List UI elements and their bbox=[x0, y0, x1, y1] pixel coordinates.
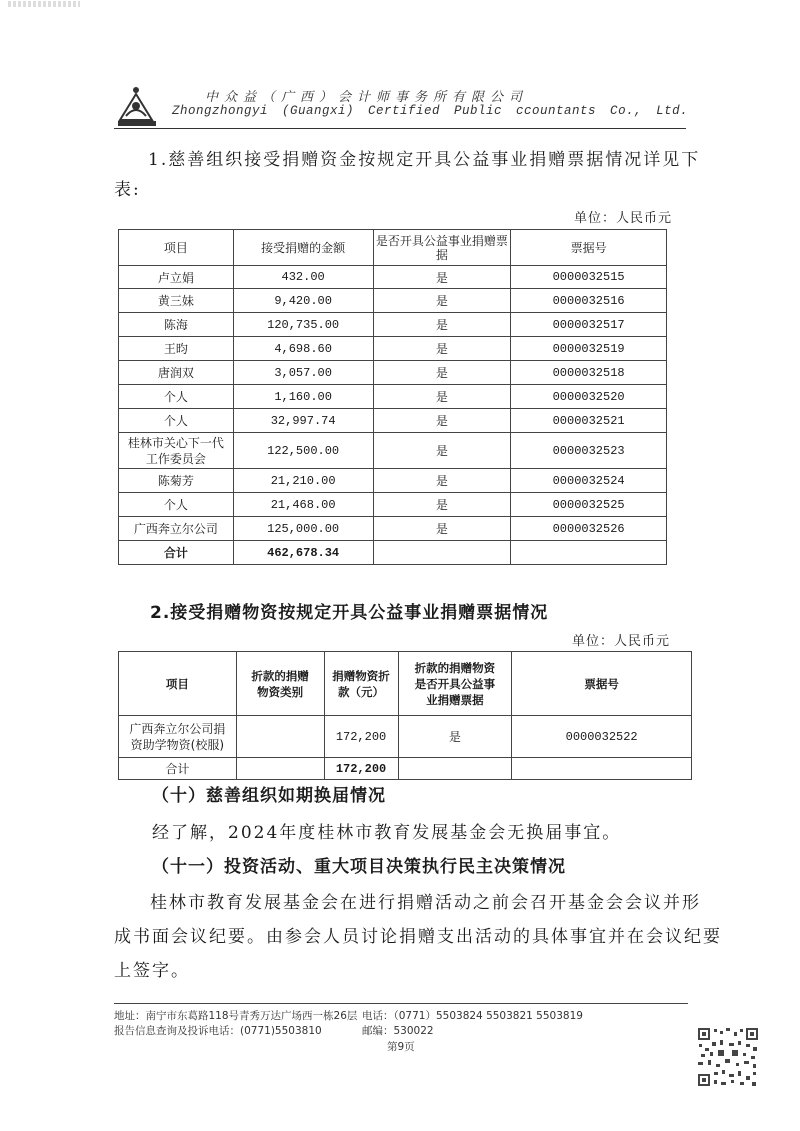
table-row bbox=[119, 493, 667, 517]
row-item: 个人 bbox=[119, 409, 234, 433]
row-amount: 172,200 bbox=[324, 716, 398, 758]
row-receipt: 是 bbox=[373, 313, 511, 337]
table-row bbox=[119, 409, 667, 433]
table-row bbox=[119, 289, 667, 313]
table-row bbox=[119, 433, 667, 469]
row-receipt: 是 bbox=[373, 289, 511, 313]
total-empty bbox=[511, 541, 667, 565]
row-receipt: 是 bbox=[373, 361, 511, 385]
header-number: 票据号 bbox=[512, 652, 692, 716]
row-number: 0000032516 bbox=[511, 289, 667, 313]
row-receipt: 是 bbox=[373, 266, 511, 289]
table-row bbox=[119, 517, 667, 541]
section2-heading: 2.接受捐赠物资按规定开具公益事业捐赠票据情况 bbox=[150, 603, 549, 623]
header-item: 项目 bbox=[119, 230, 234, 266]
row-amount: 125,000.00 bbox=[233, 517, 373, 541]
row-item: 个人 bbox=[119, 385, 234, 409]
row-number: 0000032519 bbox=[511, 337, 667, 361]
table-row bbox=[119, 385, 667, 409]
section2-unit-label: 单位：人民币元 bbox=[572, 634, 671, 649]
total-empty bbox=[512, 758, 692, 780]
cash-donations-table bbox=[118, 229, 667, 565]
total-empty bbox=[398, 758, 512, 780]
row-number: 0000032520 bbox=[511, 385, 667, 409]
row-receipt: 是 bbox=[373, 337, 511, 361]
row-amount: 3,057.00 bbox=[233, 361, 373, 385]
page-number: 第9页 bbox=[387, 1041, 415, 1053]
section1-unit-label: 单位：人民币元 bbox=[574, 211, 673, 226]
header-receipt: 是否开具公益事业捐赠票据 bbox=[373, 230, 511, 266]
row-number: 0000032518 bbox=[511, 361, 667, 385]
table-total-row bbox=[119, 758, 692, 780]
total-label: 合计 bbox=[119, 758, 237, 780]
row-item: 陈菊芳 bbox=[119, 469, 234, 493]
company-name-cn: 中众益（广西）会计师事务所有限公司 bbox=[205, 90, 529, 105]
row-number: 0000032521 bbox=[511, 409, 667, 433]
row-number: 0000032517 bbox=[511, 313, 667, 337]
header-receipt: 折款的捐赠物资是否开具公益事业捐赠票据 bbox=[398, 652, 512, 716]
section10-heading: （十）慈善组织如期换届情况 bbox=[152, 786, 386, 806]
total-empty bbox=[236, 758, 324, 780]
company-name-en: Zhongzhongyi (Guangxi) Certified Public ccountants Co., Ltd. bbox=[172, 104, 689, 118]
section11-line3: 上签字。 bbox=[114, 961, 190, 981]
row-item: 个人 bbox=[119, 493, 234, 517]
row-amount: 21,210.00 bbox=[233, 469, 373, 493]
total-empty bbox=[373, 541, 511, 565]
section11-heading: （十一）投资活动、重大项目决策执行民主决策情况 bbox=[152, 857, 566, 877]
row-number: 0000032522 bbox=[512, 716, 692, 758]
table-total-row bbox=[119, 541, 667, 565]
row-amount: 120,735.00 bbox=[233, 313, 373, 337]
table-row bbox=[119, 266, 667, 289]
row-receipt: 是 bbox=[373, 517, 511, 541]
table-row bbox=[119, 716, 692, 758]
header-amount: 捐赠物资折款（元） bbox=[324, 652, 398, 716]
section1-intro-line2: 表: bbox=[114, 180, 141, 200]
table-row bbox=[119, 361, 667, 385]
footer-divider bbox=[114, 1003, 688, 1004]
row-receipt: 是 bbox=[373, 385, 511, 409]
section11-line2: 成书面会议纪要。由参会人员讨论捐赠支出活动的具体事宜并在会议纪要 bbox=[114, 927, 722, 947]
material-donations-table bbox=[118, 651, 692, 780]
total-amount: 172,200 bbox=[324, 758, 398, 780]
row-item: 王昀 bbox=[119, 337, 234, 361]
table-row bbox=[119, 313, 667, 337]
table-row bbox=[119, 469, 667, 493]
row-item: 卢立娟 bbox=[119, 266, 234, 289]
header-item: 项目 bbox=[119, 652, 237, 716]
header-category: 折款的捐赠物资类别 bbox=[236, 652, 324, 716]
row-item: 广西奔立尔公司捐资助学物资(校服) bbox=[119, 716, 237, 758]
row-item: 陈海 bbox=[119, 313, 234, 337]
footer-postcode: 邮编：530022 bbox=[362, 1025, 434, 1037]
qr-code bbox=[696, 1026, 760, 1088]
row-number: 0000032526 bbox=[511, 517, 667, 541]
company-logo bbox=[116, 86, 160, 128]
row-category bbox=[236, 716, 324, 758]
table-row bbox=[119, 337, 667, 361]
row-amount: 32,997.74 bbox=[233, 409, 373, 433]
table-header-row bbox=[119, 230, 667, 266]
total-amount: 462,678.34 bbox=[233, 541, 373, 565]
footer-address: 地址：南宁市东葛路118号青秀万达广场西一栋26层 bbox=[114, 1010, 358, 1022]
row-item: 桂林市关心下一代工作委员会 bbox=[119, 433, 234, 469]
section11-line1: 桂林市教育发展基金会在进行捐赠活动之前会召开基金会会议并形 bbox=[150, 893, 701, 913]
header-amount: 接受捐赠的金额 bbox=[233, 230, 373, 266]
scan-artifact bbox=[8, 1, 80, 7]
row-receipt: 是 bbox=[373, 409, 511, 433]
row-receipt: 是 bbox=[398, 716, 512, 758]
row-receipt: 是 bbox=[373, 493, 511, 517]
row-receipt: 是 bbox=[373, 433, 511, 469]
header-divider bbox=[114, 128, 686, 129]
header-number: 票据号 bbox=[511, 230, 667, 266]
row-amount: 122,500.00 bbox=[233, 433, 373, 469]
footer-phone: 电话：（0771）5503824 5503821 5503819 bbox=[362, 1010, 583, 1022]
row-receipt: 是 bbox=[373, 469, 511, 493]
section10-text: 经了解，2024年度桂林市教育发展基金会无换届事宜。 bbox=[152, 823, 622, 843]
row-item: 唐润双 bbox=[119, 361, 234, 385]
row-item: 黄三妹 bbox=[119, 289, 234, 313]
table-header-row bbox=[119, 652, 692, 716]
row-number: 0000032523 bbox=[511, 433, 667, 469]
row-amount: 21,468.00 bbox=[233, 493, 373, 517]
row-number: 0000032524 bbox=[511, 469, 667, 493]
row-amount: 1,160.00 bbox=[233, 385, 373, 409]
total-label: 合计 bbox=[119, 541, 234, 565]
row-amount: 9,420.00 bbox=[233, 289, 373, 313]
row-number: 0000032515 bbox=[511, 266, 667, 289]
row-amount: 432.00 bbox=[233, 266, 373, 289]
row-amount: 4,698.60 bbox=[233, 337, 373, 361]
section1-intro-line1: 1.慈善组织接受捐赠资金按规定开具公益事业捐赠票据情况详见下 bbox=[148, 150, 701, 170]
row-number: 0000032525 bbox=[511, 493, 667, 517]
footer-complaint-phone: 报告信息查询及投诉电话：(0771)5503810 bbox=[114, 1025, 322, 1037]
row-item: 广西奔立尔公司 bbox=[119, 517, 234, 541]
